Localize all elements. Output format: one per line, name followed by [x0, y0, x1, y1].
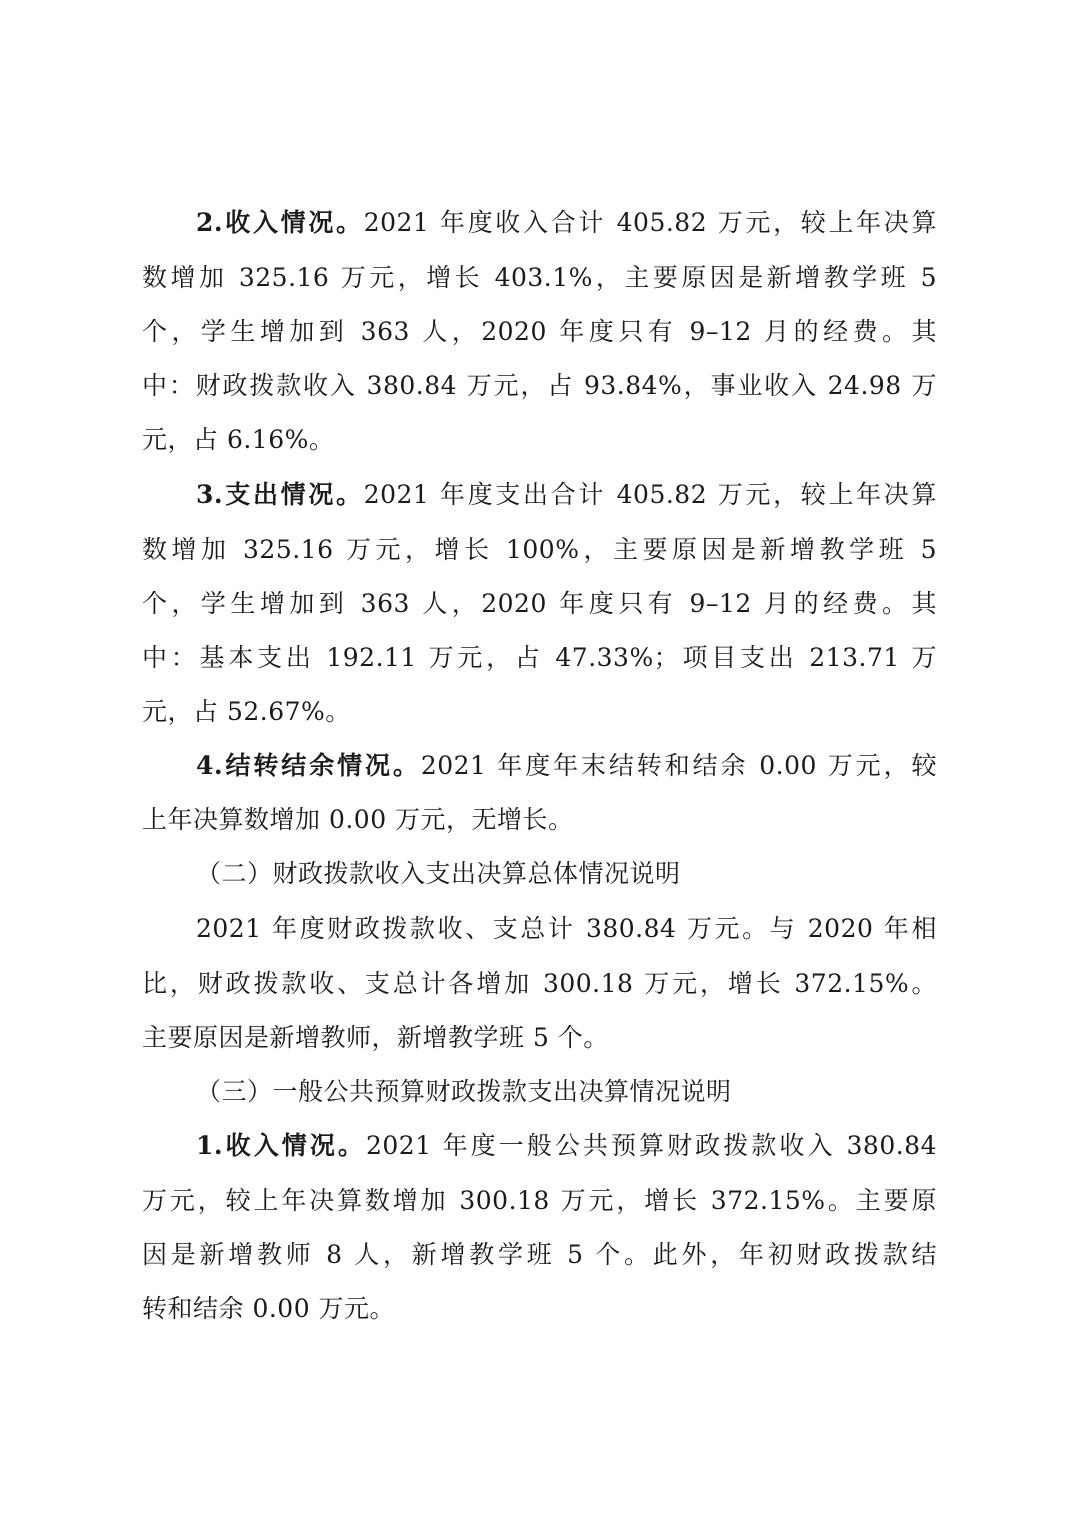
carryover-paragraph-line-1 — [196, 746, 937, 786]
general-income-line-3: 因是新增教师 8 人，新增教学班 5 个。此外，年初财政拨款结 — [142, 1240, 937, 1269]
carryover-text-1: 2021 年度年末结转和结余 0.00 万元，较 — [420, 751, 937, 780]
general-income-line-1 — [196, 1126, 937, 1166]
expenditure-paragraph-line-4: 中：基本支出 192.11 万元，占 47.33%；项目支出 213.71 万 — [142, 643, 937, 672]
carryover-paragraph-line-2: 上年决算数增加 0.00 万元，无增长。 — [142, 805, 574, 834]
general-income-line-4: 转和结余 0.00 万元。 — [142, 1294, 396, 1323]
income-paragraph-line-3: 个，学生增加到 363 人，2020 年度只有 9–12 月的经费。其 — [142, 317, 937, 346]
section-heading-3: （三）一般公共预算财政拨款支出决算情况说明 — [196, 1077, 732, 1106]
carryover-lead: 4.结转结余情况。 — [196, 751, 421, 780]
income-text-1: 2021 年度收入合计 405.82 万元，较上年决算 — [363, 208, 937, 237]
fiscal-total-line-3: 主要原因是新增教师，新增教学班 5 个。 — [142, 1023, 609, 1052]
income-paragraph-line-1 — [196, 203, 937, 243]
general-income-line-2: 万元，较上年决算数增加 300.18 万元，增长 372.15%。主要原 — [142, 1186, 937, 1215]
income-paragraph-line-5: 元，占 6.16%。 — [142, 425, 335, 454]
expenditure-paragraph-line-1 — [196, 475, 937, 515]
expenditure-text-1: 2021 年度支出合计 405.82 万元，较上年决算 — [363, 480, 937, 509]
fiscal-total-line-2: 比，财政拨款收、支总计各增加 300.18 万元，增长 372.15%。 — [142, 969, 937, 998]
income-paragraph-line-4: 中：财政拨款收入 380.84 万元，占 93.84%，事业收入 24.98 万 — [142, 371, 937, 400]
income-lead: 2.收入情况。 — [196, 208, 364, 237]
general-income-lead: 1.收入情况。 — [196, 1131, 366, 1160]
expenditure-lead: 3.支出情况。 — [196, 480, 364, 509]
expenditure-paragraph-line-2: 数增加 325.16 万元，增长 100%，主要原因是新增教学班 5 — [142, 535, 937, 564]
general-income-text-1: 2021 年度一般公共预算财政拨款收入 380.84 — [365, 1131, 937, 1160]
income-paragraph-line-2: 数增加 325.16 万元，增长 403.1%，主要原因是新增教学班 5 — [142, 263, 937, 292]
expenditure-paragraph-line-3: 个，学生增加到 363 人，2020 年度只有 9–12 月的经费。其 — [142, 589, 937, 618]
section-heading-2: （二）财政拨款收入支出决算总体情况说明 — [196, 859, 681, 888]
expenditure-paragraph-line-5: 元，占 52.67%。 — [142, 697, 351, 726]
fiscal-total-line-1: 2021 年度财政拨款收、支总计 380.84 万元。与 2020 年相 — [196, 914, 937, 943]
